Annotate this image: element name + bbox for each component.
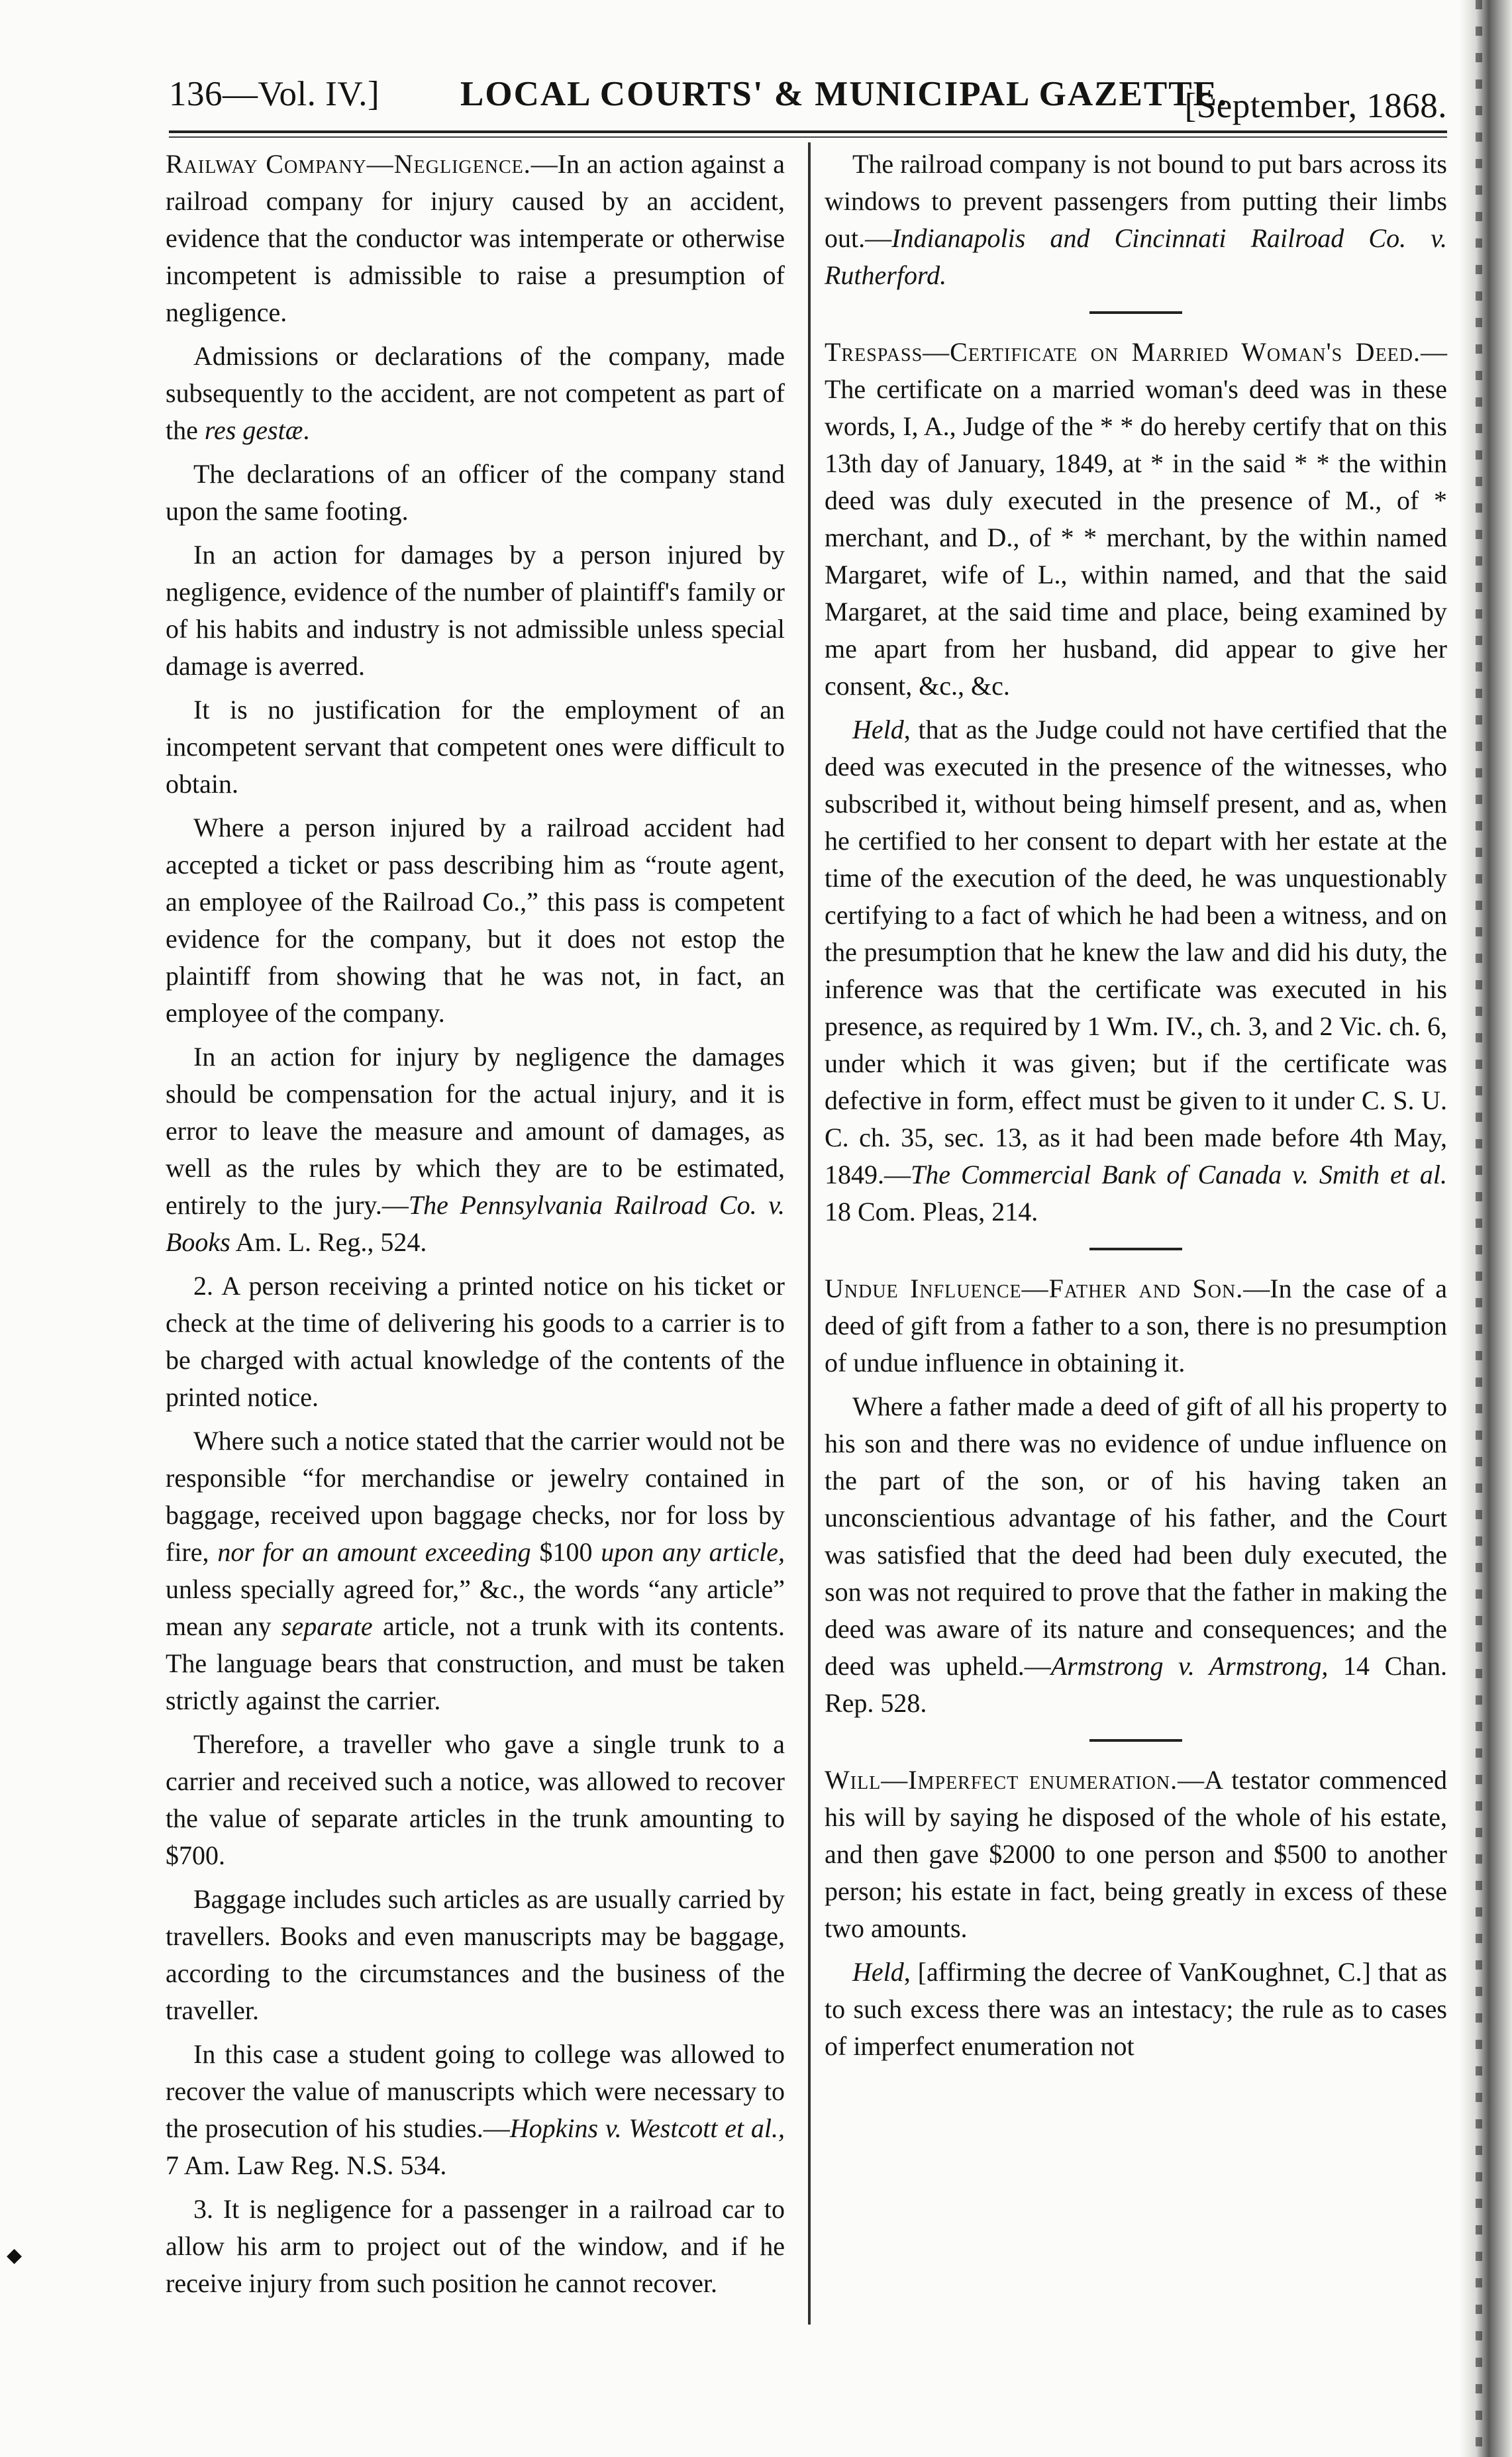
carrier-notice-paragraph: Where such a notice stated that the carrier would not be responsible “for merchandise or jewelry contained in baggage, received upon baggage checks, nor for loss by fire, nor for an amount exceeding $100 upon any article, unless specially agreed for,” &c., the words “any article” mean any separate article, not a trunk with its contents. The language bears that construction, and must be taken strictly against the carrier. [166, 1426, 785, 1715]
declarations-paragraph: The declarations of an officer of the company stand upon the same footing. [166, 459, 785, 526]
page-header [169, 74, 1447, 127]
incompetent-servant-paragraph: It is no justification for the employment of an incompetent servant that competent ones were difficult to obtain. [166, 695, 785, 799]
gazette-title: LOCAL COURTS' & MUNICIPAL GAZETTE. [460, 75, 1229, 113]
arm-window-paragraph: 3. It is negligence for a passenger in a railroad car to allow his arm to project out of the window, and if he receive injury from such position he cannot recover. [166, 2194, 785, 2298]
left-column [166, 146, 785, 2309]
student-manuscripts-paragraph: In this case a student going to college was allowed to recover the value of manuscripts which were necessary to the prosecution of his studies.—Hopkins v. Westcott et al., 7 Am. Law Reg. N.S. 534. [166, 2039, 785, 2180]
case-citation: Armstrong v. Armstrong, [1050, 1651, 1329, 1681]
right-column [825, 146, 1447, 2072]
will-heading: Will—Imperfect enumeration. [825, 1765, 1178, 1795]
railway-heading: Railway Company—Negligence. [166, 149, 531, 179]
section-divider [1089, 1739, 1182, 1742]
column-divider [808, 142, 811, 2325]
will-enumeration-paragraph: Will—Imperfect enumeration.—A testator commenced his will by saying he disposed of the whole of his estate, and then gave $2000 to one person and $500 to another person; his estate in fact, being greatly in excess of these two amounts. [825, 1765, 1447, 1943]
held-certificate-paragraph: Held, that as the Judge could not have certified that the deed was executed in the presence of the witnesses, who subscribed it, without being himself present, and as, when he certified to her consent to depart with her estate at the time of the execution of the deed, he was unquestionably certifying to a fact of which he had been a witness, and on the presumption that he knew the law and did his duty, the inference was that the certificate was executed in his presence, as required by 1 Wm. IV., ch. 3, and 2 Vic. ch. 6, under which it was given; but if the certificate was defective in form, effect must be given to it under C. S. U. C. ch. 35, sec. 13, as it had been made before 4th May, 1849.—The Commercial Bank of Canada v. Smith et al. 18 Com. Pleas, 214. [825, 715, 1447, 1227]
printed-notice-paragraph: 2. A person receiving a printed notice on his ticket or check at the time of delivering his goods to a carrier is to be charged with actual knowledge of the contents of the printed notice. [166, 1271, 785, 1412]
section-divider [1089, 311, 1182, 314]
window-bars-paragraph: The railroad company is not bound to put bars across its windows to prevent passengers from putting their limbs out.—Indianapolis and Cincinnati Railroad Co. v. Rutherford. [825, 149, 1447, 290]
margin-arrow-mark: ◆ [7, 2244, 23, 2266]
traveller-trunk-paragraph: Therefore, a traveller who gave a single trunk to a carrier and received such a notice, was allowed to recover the value of separate articles in the trunk amounting to $700. [166, 1729, 785, 1870]
case-citation: Hopkins v. Westcott et al., [509, 2113, 785, 2143]
page-volume: 136—Vol. IV.] [169, 75, 380, 113]
held-intestacy-paragraph: Held, [affirming the decree of VanKoughnet, C.] that as to such excess there was an intestacy; the rule as to cases of imperfect enumeration not [825, 1957, 1447, 2061]
section-divider [1089, 1248, 1182, 1250]
deed-of-gift-paragraph: Where a father made a deed of gift of all his property to his son and there was no evidence of undue influence on the part of the son, or of his having taken an unconscientious advantage of his father, and the Court was satisfied that the deed had been duly executed, the son was not required to prove that the father in making the deed was aware of its nature and consequences; and the deed was upheld.—Armstrong v. Armstrong, 14 Chan. Rep. 528. [825, 1391, 1447, 1718]
damages-jury-paragraph: In an action for injury by negligence the damages should be compensation for the actual injury, and it is error to leave the measure and amount of damages, as well as the rules by which they are to be estimated, entirely to the jury.—The Pennsylvania Railroad Co. v. Books Am. L. Reg., 524. [166, 1042, 785, 1257]
undue-influence-paragraph: Undue Influence—Father and Son.—In the case of a deed of gift from a father to a son, there is no presumption of undue influence in obtaining it. [825, 1274, 1447, 1378]
case-citation: The Commercial Bank of Canada v. Smith et al. [911, 1160, 1447, 1189]
admissions-paragraph: Admissions or declarations of the company, made subsequently to the accident, are not competent as part of the res gestæ. [166, 341, 785, 445]
binding-edge-shadow [1460, 0, 1512, 2457]
route-agent-paragraph: Where a person injured by a railroad accident had accepted a ticket or pass describing him as “route agent, an employee of the Railroad Co.,” this pass is competent evidence for the company, but it does not estop the plaintiff from showing that he was not, in fact, an employee of the company. [166, 813, 785, 1028]
undue-influence-heading: Undue Influence—Father and Son. [825, 1274, 1244, 1303]
trespass-heading: Trespass—Certificate on Married Woman's Deed. [825, 337, 1421, 367]
railway-negligence-paragraph: Railway Company—Negligence.—In an action against a railroad company for injury caused by an accident, evidence that the conductor was intemperate or otherwise incompetent is admissible to raise a presumption of negligence. [166, 149, 785, 327]
header-rule-thin [169, 136, 1447, 138]
binding-edge-texture [1476, 0, 1482, 2457]
case-citation: Indianapolis and Cincinnati Railroad Co. v. Rutherford. [825, 223, 1447, 290]
baggage-paragraph: Baggage includes such articles as are usually carried by travellers. Books and even manuscripts may be baggage, according to the circumstances and the business of the traveller. [166, 1884, 785, 2025]
case-citation: The Pennsylvania Railroad Co. v. Books [166, 1190, 785, 1257]
damages-family-paragraph: In an action for damages by a person injured by negligence, evidence of the number of plaintiff's family or of his habits and industry is not admissible unless special damage is averred. [166, 540, 785, 681]
header-rule [169, 130, 1447, 133]
trespass-paragraph: Trespass—Certificate on Married Woman's Deed.—The certificate on a married woman's deed was in these words, I, A., Judge of the * * do hereby certify that on this 13th day of January, 1849, at * in the said * * the within deed was duly executed in the presence of M., of * merchant, and D., of * * merchant, by the within named Margaret, wife of L., within named, and that the said Margaret, at the said time and place, being examined by me apart from her husband, did appear to give her consent, &c., &c. [825, 337, 1447, 701]
issue-date: [September, 1868. [1184, 87, 1447, 125]
